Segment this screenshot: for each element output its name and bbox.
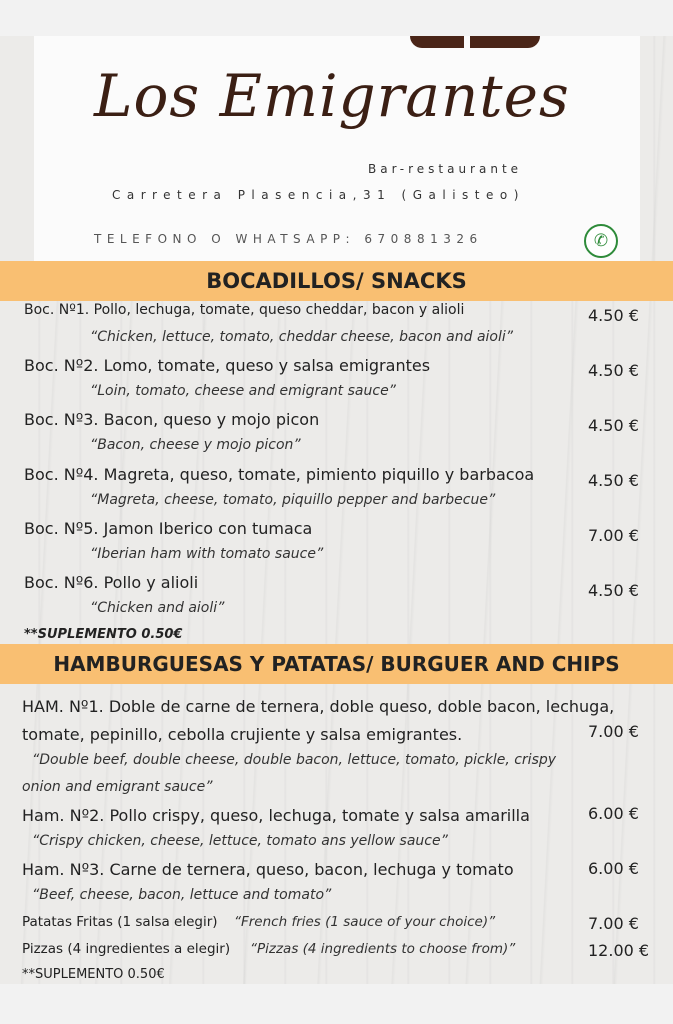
menu-item-desc: “Chicken and aioli” <box>90 600 225 616</box>
menu-item-name: Boc. Nº3. Bacon, queso y mojo picon <box>24 410 320 429</box>
menu-item-desc: “Magreta, cheese, tomato, piquillo pepper and barbecue” <box>90 492 496 508</box>
menu-item-name: Ham. Nº2. Pollo crispy, queso, lechuga, tomate y salsa amarilla <box>22 806 530 825</box>
menu-item-price: 7.00 € <box>588 526 639 545</box>
menu-item-desc: “Chicken, lettuce, tomato, cheddar cheese, bacon and aioli” <box>90 329 514 345</box>
menu-item-desc: “Pizzas (4 ingredients to choose from)” <box>250 941 516 957</box>
menu-item-price: 4.50 € <box>588 306 639 325</box>
menu-item-desc: “Iberian ham with tomato sauce” <box>90 546 324 562</box>
section-title-burgers: HAMBURGUESAS Y PATATAS/ BURGUER AND CHIPS <box>0 644 673 684</box>
menu-item-name-cont: tomate, pepinillo, cebolla crujiente y salsa emigrantes. <box>22 725 463 744</box>
menu-page <box>0 36 673 984</box>
restaurant-logo: Los Emigrantes <box>94 62 570 130</box>
menu-item-price: 4.50 € <box>588 581 639 600</box>
menu-item-name: Ham. Nº3. Carne de ternera, queso, bacon, lechuga y tomato <box>22 860 514 879</box>
menu-item-price: 6.00 € <box>588 804 639 823</box>
restaurant-subtitle: Bar-restaurante <box>368 162 523 176</box>
restaurant-phone: TELEFONO O WHATSAPP: 670881326 <box>94 232 483 246</box>
menu-item-price: 4.50 € <box>588 361 639 380</box>
menu-item-name: Pizzas (4 ingredientes a elegir) <box>22 941 231 957</box>
menu-item-name: Patatas Fritas (1 salsa elegir) <box>22 914 218 930</box>
menu-item-name: Boc. Nº6. Pollo y alioli <box>24 573 199 592</box>
menu-item-name: Boc. Nº5. Jamon Iberico con tumaca <box>24 519 313 538</box>
supplement-note: **SUPLEMENTO 0.50€ <box>22 967 165 982</box>
menu-item-name: Boc. Nº1. Pollo, lechuga, tomate, queso cheddar, bacon y alioli <box>24 302 465 318</box>
menu-item-price: 7.00 € <box>588 914 639 933</box>
section-title-snacks: BOCADILLOS/ SNACKS <box>0 261 673 301</box>
menu-item-price: 4.50 € <box>588 416 639 435</box>
menu-item-name: Boc. Nº4. Magreta, queso, tomate, pimiento piquillo y barbacoa <box>24 465 535 484</box>
header <box>34 36 640 262</box>
menu-item-desc: “French fries (1 sauce of your choice)” <box>234 914 496 930</box>
menu-item-desc: “Double beef, double cheese, double bacon, lettuce, tomato, pickle, crispy <box>32 752 557 768</box>
menu-item-name: HAM. Nº1. Doble de carne de ternera, doble queso, doble bacon, lechuga, <box>22 697 615 716</box>
menu-item-name: Boc. Nº2. Lomo, tomate, queso y salsa emigrantes <box>24 356 431 375</box>
menu-item-price: 12.00 € <box>588 941 650 960</box>
menu-item-price: 7.00 € <box>588 722 639 741</box>
menu-item-desc: “Beef, cheese, bacon, lettuce and tomato” <box>32 887 332 903</box>
logo-hat-graphic <box>410 36 540 48</box>
restaurant-address: Carretera Plasencia,31 (Galisteo) <box>112 188 525 202</box>
menu-item-price: 4.50 € <box>588 471 639 490</box>
supplement-note: **SUPLEMENTO 0.50€ <box>24 627 183 642</box>
whatsapp-phone-icon: ✆ <box>584 224 618 258</box>
menu-item-desc: “Bacon, cheese y mojo picon” <box>90 437 301 453</box>
menu-item-price: 6.00 € <box>588 859 639 878</box>
menu-item-desc: “Loin, tomato, cheese and emigrant sauce” <box>90 383 396 399</box>
menu-item-desc: “Crispy chicken, cheese, lettuce, tomato ans yellow sauce” <box>32 833 448 849</box>
menu-item-desc-cont: onion and emigrant sauce” <box>22 779 213 795</box>
